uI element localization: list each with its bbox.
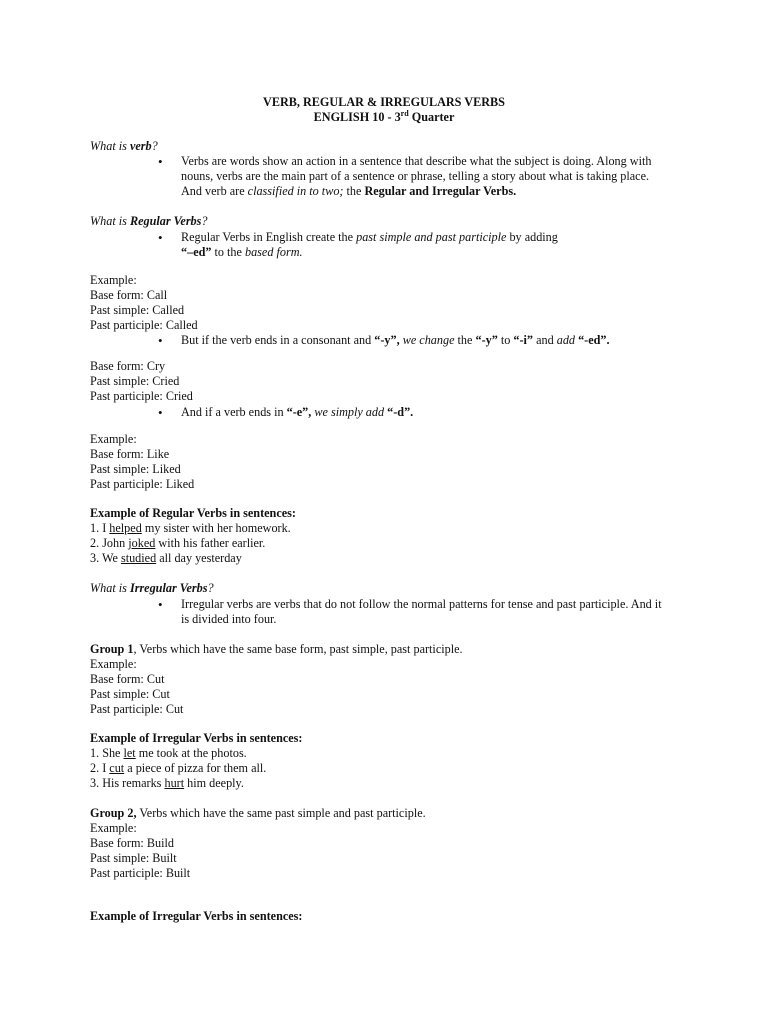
example-line: Past participle: Built — [90, 866, 191, 880]
section-heading: Example of Regular Verbs in sentences: — [90, 506, 296, 520]
sentence-item: 3. His remarks hurt him deeply. — [90, 776, 244, 790]
bullet: • — [158, 230, 163, 245]
verb-definition-line-2: nouns, verbs are the main part of a sentence or phrase, telling a story about what is taking place. — [181, 169, 650, 183]
example-line: Past simple: Liked — [90, 462, 181, 476]
rule-consonant-y: But if the verb ends in a consonant and “-y”, we change the “-y” to “-i” and add “-ed”. — [181, 333, 610, 347]
section-heading: Example of Irregular Verbs in sentences: — [90, 731, 303, 745]
sentence-item: 2. John joked with his father earlier. — [90, 536, 266, 550]
group-1-heading: Group 1, Verbs which have the same base form, past simple, past participle. — [90, 642, 463, 656]
example-line: Base form: Cut — [90, 672, 165, 686]
bullet: • — [158, 405, 163, 420]
bullet: • — [158, 154, 163, 169]
sentence-item: 3. We studied all day yesterday — [90, 551, 242, 565]
rule-ends-e: And if a verb ends in “-e”, we simply add “-d”. — [181, 405, 414, 419]
irregular-definition-line-2: is divided into four. — [181, 612, 277, 626]
question-verb: What is verb? — [90, 139, 158, 153]
example-line: Past simple: Cried — [90, 374, 180, 388]
example-line: Base form: Cry — [90, 359, 166, 373]
sentence-item: 2. I cut a piece of pizza for them all. — [90, 761, 267, 775]
example-line: Past simple: Built — [90, 851, 177, 865]
example-line: Past participle: Called — [90, 318, 198, 332]
regular-definition-line-2: “–ed” to the based form. — [181, 245, 303, 259]
example-label: Example: — [90, 273, 137, 287]
page-title: VERB, REGULAR & IRREGULARS VERBS — [263, 95, 505, 109]
example-label: Example: — [90, 821, 137, 835]
example-line: Past simple: Cut — [90, 687, 170, 701]
example-line: Past simple: Called — [90, 303, 185, 317]
example-line: Base form: Build — [90, 836, 174, 850]
example-line: Past participle: Liked — [90, 477, 195, 491]
verb-definition-line-1: Verbs are words show an action in a sentence that describe what the subject is doing. Along with — [181, 154, 652, 168]
example-label: Example: — [90, 657, 137, 671]
irregular-definition-line-1: Irregular verbs are verbs that do not follow the normal patterns for tense and past participle. And it — [181, 597, 662, 611]
question-irregular-verbs: What is Irregular Verbs? — [90, 581, 214, 595]
example-line: Base form: Like — [90, 447, 170, 461]
sentence-item: 1. She let me took at the photos. — [90, 746, 247, 760]
sentence-item: 1. I helped my sister with her homework. — [90, 521, 291, 535]
section-heading: Example of Irregular Verbs in sentences: — [90, 909, 303, 923]
question-regular-verbs: What is Regular Verbs? — [90, 214, 208, 228]
example-line: Past participle: Cried — [90, 389, 193, 403]
example-line: Base form: Call — [90, 288, 168, 302]
verb-definition-line-3: And verb are classified in to two; the Regular and Irregular Verbs. — [181, 184, 517, 198]
example-label: Example: — [90, 432, 137, 446]
page-subtitle: ENGLISH 10 - 3rd Quarter — [313, 108, 455, 124]
bullet: • — [158, 597, 163, 612]
group-2-heading: Group 2, Verbs which have the same past simple and past participle. — [90, 806, 426, 820]
example-line: Past participle: Cut — [90, 702, 184, 716]
bullet: • — [158, 333, 163, 348]
regular-definition-line-1: Regular Verbs in English create the past simple and past participle by adding — [181, 230, 558, 244]
